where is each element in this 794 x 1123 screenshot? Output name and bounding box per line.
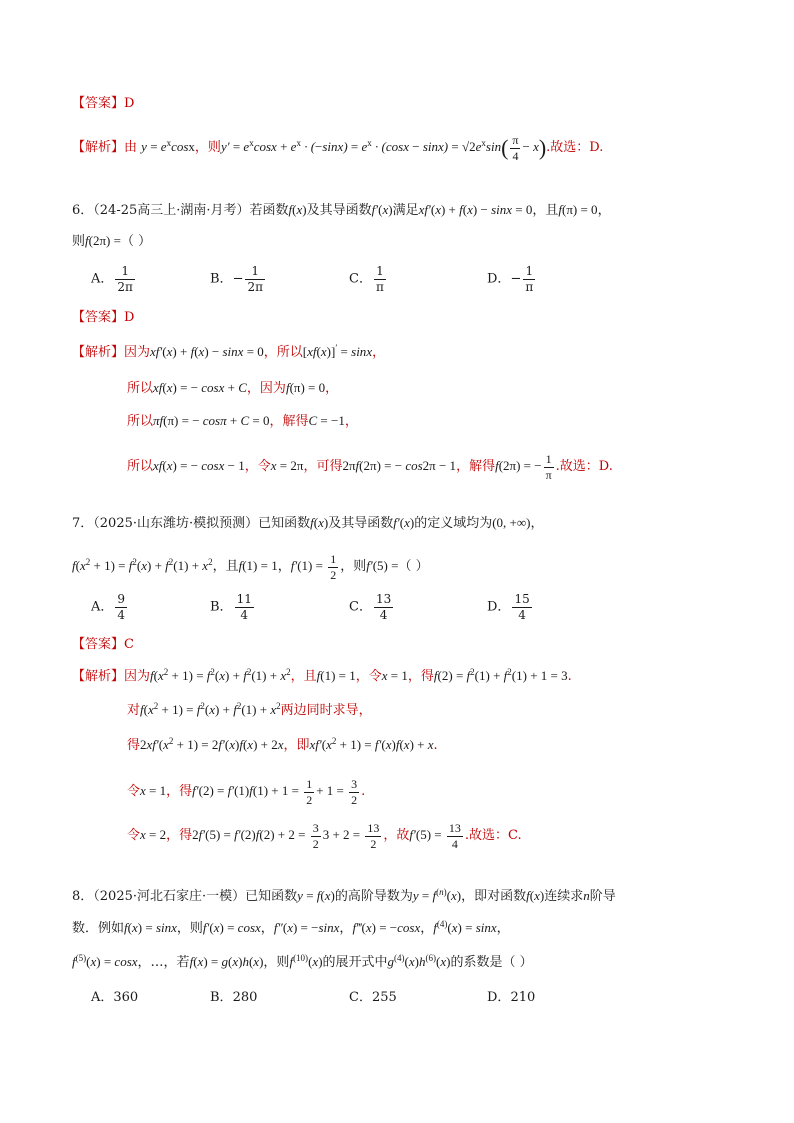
option-sign: − [232, 271, 244, 287]
q6-math: [xf(x)]′ = sinx [302, 343, 373, 359]
q6-analysis-text: ，令 [244, 459, 271, 475]
q6-math: xf(x) = − cosx + C [153, 380, 247, 395]
q7-analysis-line-4 [127, 778, 365, 806]
q6-analysis-text: ，可得 [303, 459, 343, 475]
q7-stem-text: ，则 [340, 559, 367, 575]
q7-math-equation: $f(x^2 + 1) = f^2(x) + f^2(1) + x^2$ [72, 557, 213, 574]
q8-option-b[interactable] [210, 986, 257, 1005]
q7-analysis-text: 对 [127, 703, 141, 718]
q8-math: f(x) [526, 888, 545, 903]
q6-option-d[interactable] [487, 265, 537, 293]
option-letter: A． [91, 599, 114, 615]
q6-analysis-text: 所以 [127, 459, 154, 475]
q6-option-a[interactable] [91, 265, 137, 293]
q8-stem-text: 的高阶导数为 [334, 889, 413, 904]
q7-math: $f(x^2 + 1) = f^2(x) + f^2(1) + x^2$ [150, 667, 291, 683]
q5-answer-value: D [124, 96, 135, 111]
q7-analysis-text: ，得 [407, 669, 434, 684]
q6-analysis-line-1 [72, 345, 385, 359]
q8-stem-text: 的系数是 [450, 955, 503, 970]
q6-analysis-text: ，因为 [246, 381, 286, 396]
q7-math: f′(x) [393, 515, 415, 530]
q6-stem-line-1 [72, 203, 611, 217]
option-letter: D． [487, 990, 511, 1005]
q5-formula-y: $y = e^x\cos x$ [141, 138, 195, 155]
q8-stem-text: ，…，若 [137, 955, 190, 970]
q7-stem-text: 及其导函数 [328, 516, 394, 531]
q8-stem-text: 已知函数 [245, 889, 298, 904]
q6-analysis-text: ，所以 [263, 345, 303, 360]
option-value: 360 [113, 990, 139, 1005]
q7-analysis-text: 令 [127, 828, 141, 844]
q5-formula-derivative: $y' = e^x\cos x + e^x \cdot (-\sin x) = e^x \cdot (\cos x - \sin x) = √2e^x\sin$( $\frac{\pi}{4}$ − x) [220, 133, 547, 163]
q8-stem-text: 数．例如 [72, 921, 125, 936]
option-fraction: $\frac{1}{2\pi}$ [117, 264, 133, 294]
q8-stem-text: 的展开式中 [322, 955, 388, 970]
q6-analysis-text: ，解得 [456, 459, 496, 475]
q8-stem-line-2 [72, 921, 510, 935]
q5-analysis-lead: 由 [124, 140, 138, 156]
q7-analysis-tag: 【解析】 [72, 669, 125, 684]
q7-analysis-text: ，令 [355, 669, 382, 684]
q8-math: $f^{(5)}(x) = \cos x$ [72, 953, 138, 969]
q6-math: x = 2π [270, 458, 304, 474]
q6-analysis-text: ，解得 [269, 414, 309, 429]
q8-stem-text: ，即对函数 [461, 889, 527, 904]
q7-answer-line [72, 638, 134, 651]
q7-math: (0, +∞) [492, 515, 531, 530]
q7-stem-text: ， [277, 559, 291, 575]
q6-math: xf′(x) + f(x) − sinx = 0 [150, 344, 264, 359]
q7-analysis-text: . [567, 669, 572, 684]
q8-math: f′(x) = cosx [202, 920, 261, 935]
q8-source: （2025·河北石家庄·一模） [93, 889, 246, 904]
q6-stem-text: 则 [72, 234, 86, 249]
q8-stem-text: ， [420, 921, 434, 936]
q7-analysis-text: ，且 [290, 669, 317, 684]
option-value: 280 [232, 990, 258, 1005]
q7-analysis-text: ，得 [166, 784, 193, 800]
q7-math: f′(1) = $\frac{1}{2}$ [290, 552, 337, 582]
q6-source: （24-25高三上·湖南·月考） [93, 203, 250, 218]
option-letter: B． [210, 599, 233, 615]
q8-math: $f^{(10)}(x)$ [289, 953, 323, 969]
q7-analysis-line-5 [127, 822, 522, 850]
q6-math: xf(x) = − cosx − 1 [153, 458, 245, 474]
q7-analysis-text: ，即 [283, 738, 310, 753]
q7-stem-line-1 [72, 516, 544, 530]
q7-conclusion: .故选：C. [464, 828, 522, 844]
option-fraction: $\frac{1}{\pi}$ [525, 264, 534, 294]
option-letter: D． [487, 599, 511, 615]
q7-analysis-text: . [361, 784, 366, 800]
q6-answer-tag: 【答案】 [72, 310, 125, 325]
q6-conclusion: .故选：D. [555, 459, 613, 475]
q6-analysis-text: 所以 [127, 414, 154, 429]
q7-math: f(x) [310, 515, 329, 530]
q5-answer-line [72, 97, 134, 110]
option-fraction: $\frac{1}{2\pi}$ [247, 264, 263, 294]
q8-math: $f^{(4)}(x) = \sin x$ [433, 919, 497, 935]
option-fraction: $\frac{11}{4}$ [236, 592, 252, 622]
q8-blank: （ ） [502, 955, 533, 970]
q8-option-c[interactable] [349, 986, 397, 1005]
q6-option-c[interactable] [349, 265, 388, 293]
q7-answer-value: C [124, 637, 134, 652]
option-letter: C． [349, 271, 372, 287]
q7-number: 7． [72, 516, 94, 531]
q6-number: 6． [72, 203, 94, 218]
q6-option-b[interactable] [210, 265, 267, 293]
option-letter: D． [487, 271, 511, 287]
q8-stem-text: ， [339, 921, 353, 936]
q7-math: $2xf'(x^2 + 1) = 2f'(x)f(x) + 2x$ [140, 736, 284, 752]
q6-math: f(π) = 0 [285, 380, 326, 395]
q8-stem-text: 阶导 [589, 889, 616, 904]
q6-stem-text: 若函数 [249, 203, 289, 218]
q8-option-d[interactable] [487, 986, 535, 1005]
q6-analysis-text: 所以 [127, 381, 154, 396]
q6-stem-text: ， [597, 203, 611, 218]
option-fraction: $\frac{1}{\pi}$ [375, 264, 384, 294]
q6-analysis-text: ， [372, 345, 386, 360]
q7-stem-line-2 [72, 553, 429, 581]
q6-analysis-line-4 [127, 453, 613, 481]
q7-math: x = 2 [140, 827, 167, 843]
q6-math: 2πf(2π) = − cos2π − 1 [342, 458, 457, 474]
q8-math-n: n [583, 888, 590, 903]
q5-analysis-line [72, 134, 603, 162]
q8-math: f‴(x) = −cosx [352, 920, 421, 935]
option-sign: − [510, 271, 522, 287]
q7-math: f(1) = 1 [238, 558, 278, 574]
q6-analysis-line-2 [127, 381, 338, 395]
option-letter: B． [210, 271, 233, 287]
option-letter: A． [91, 990, 114, 1005]
q7-analysis-text: ，得 [166, 828, 193, 844]
q8-math: f(x) = sinx [124, 920, 177, 935]
q7-blank: （ ） [398, 559, 429, 575]
q8-math: $y = f^{(n)}(x)$ [412, 887, 462, 903]
q6-math: C = −1 [308, 413, 345, 428]
option-fraction: $\frac{15}{4}$ [514, 592, 530, 622]
q8-math: f(x) = g(x)h(x) [189, 954, 264, 969]
q6-math: f(2π) = − $\frac{1}{\pi}$ [495, 452, 552, 482]
q8-math: y = f(x) [297, 888, 335, 903]
q6-analysis-line-3 [127, 414, 358, 428]
q6-stem-text: 及其导函数 [306, 203, 372, 218]
q7-analysis-text: ，故 [383, 828, 410, 844]
q7-option-d[interactable] [487, 593, 534, 621]
q6-stem-text: ，且 [532, 203, 559, 218]
q7-analysis-line-3 [127, 738, 438, 752]
q7-math: 2f′(5) = f′(2)f(2) + 2 = $\frac{3}{2}$ 3 + 2 = $\frac{13}{2}$ [192, 821, 380, 851]
q6-math-fpx: f′(x) [371, 202, 393, 217]
option-letter: B． [210, 990, 233, 1005]
q6-math-f2pi: f(2π) = [85, 233, 121, 248]
q5-conclusion: .故选：D. [546, 140, 604, 156]
q8-stem-line-1 [72, 889, 616, 903]
q7-stem-text: ， [530, 516, 544, 531]
q6-math-condition: xf′(x) + f(x) − sinx = 0 [418, 202, 533, 217]
q5-analysis-then: ，则 [194, 140, 221, 156]
q6-analysis-text: ， [344, 414, 358, 429]
q7-analysis-line-2 [127, 703, 372, 717]
q7-analysis-text: 得 [127, 738, 141, 753]
option-value: 210 [510, 990, 536, 1005]
q8-stem-text: 连续求 [544, 889, 584, 904]
q7-math: f′(5) = $\frac{13}{4}$ [409, 821, 461, 851]
q7-math: $f(2) = f^2(1) + f^2(1) + 1 = 3$ [433, 667, 568, 683]
q7-source: （2025·山东潍坊·模拟预测） [93, 516, 259, 531]
q8-stem-text: ，则 [263, 955, 290, 970]
option-letter: C． [349, 599, 372, 615]
option-fraction: $\frac{13}{4}$ [375, 592, 392, 622]
q5-analysis-tag: 【解析】 [72, 140, 125, 156]
q7-stem-text: 的定义域均为 [414, 516, 493, 531]
q7-answer-tag: 【答案】 [72, 637, 125, 652]
q7-math: $f(x^2 + 1) = f^2(x) + f^2(1) + x^2$ [140, 701, 281, 717]
q8-stem-text: ， [496, 921, 510, 936]
q7-stem-text: ，且 [212, 559, 239, 575]
option-letter: C． [349, 990, 372, 1005]
q8-number: 8． [72, 889, 94, 904]
q7-math: f′(2) = f′(1)f(1) + 1 = $\frac{1}{2}$ + 1 = $\frac{3}{2}$ [192, 777, 358, 807]
q7-math: f(1) = 1 [316, 668, 356, 683]
q7-analysis-text: 因为 [124, 669, 151, 684]
q8-math: $g^{(4)}(x)h^{(6)}(x)$ [387, 953, 451, 969]
option-fraction: $\frac{9}{4}$ [117, 592, 126, 622]
q6-answer-value: D [124, 310, 135, 325]
q7-stem-text: 已知函数 [258, 516, 311, 531]
q7-math: f′(5) = [366, 558, 399, 574]
q7-analysis-text: 令 [127, 784, 141, 800]
q7-option-b[interactable] [210, 593, 256, 621]
q6-stem-text: 满足 [392, 203, 419, 218]
q5-answer-tag: 【答案】 [72, 96, 125, 111]
q8-stem-text: ，则 [176, 921, 203, 936]
q6-math-fpi: f(π) = 0 [558, 202, 598, 217]
q8-stem-text: ， [260, 921, 274, 936]
q7-analysis-text: 两边同时求导， [280, 703, 372, 718]
q8-stem-line-3 [72, 955, 533, 969]
q6-math: πf(π) = − cosπ + C = 0 [153, 413, 270, 428]
q7-math: x = 1 [140, 783, 167, 799]
q6-analysis-text: ， [325, 381, 339, 396]
option-value: 255 [371, 990, 397, 1005]
q7-analysis-text: . [433, 738, 438, 753]
q6-stem-line-2 [72, 234, 151, 248]
q7-math: x = 1 [381, 668, 408, 683]
q8-option-a[interactable] [91, 986, 138, 1005]
q6-math-fx: f(x) [288, 202, 307, 217]
q7-math: $xf'(x^2 + 1) = f'(x)f(x) + x$ [309, 736, 434, 752]
q7-option-c[interactable] [349, 593, 395, 621]
option-letter: A． [91, 271, 114, 287]
q8-math: f″(x) = −sinx [273, 920, 340, 935]
q7-option-a[interactable] [91, 593, 129, 621]
q7-analysis-line-1 [72, 669, 572, 683]
q6-answer-line [72, 311, 134, 324]
q6-analysis-tag: 【解析】 [72, 345, 125, 360]
q6-blank: （ ） [120, 234, 152, 249]
q6-analysis-text: 因为 [124, 345, 151, 360]
